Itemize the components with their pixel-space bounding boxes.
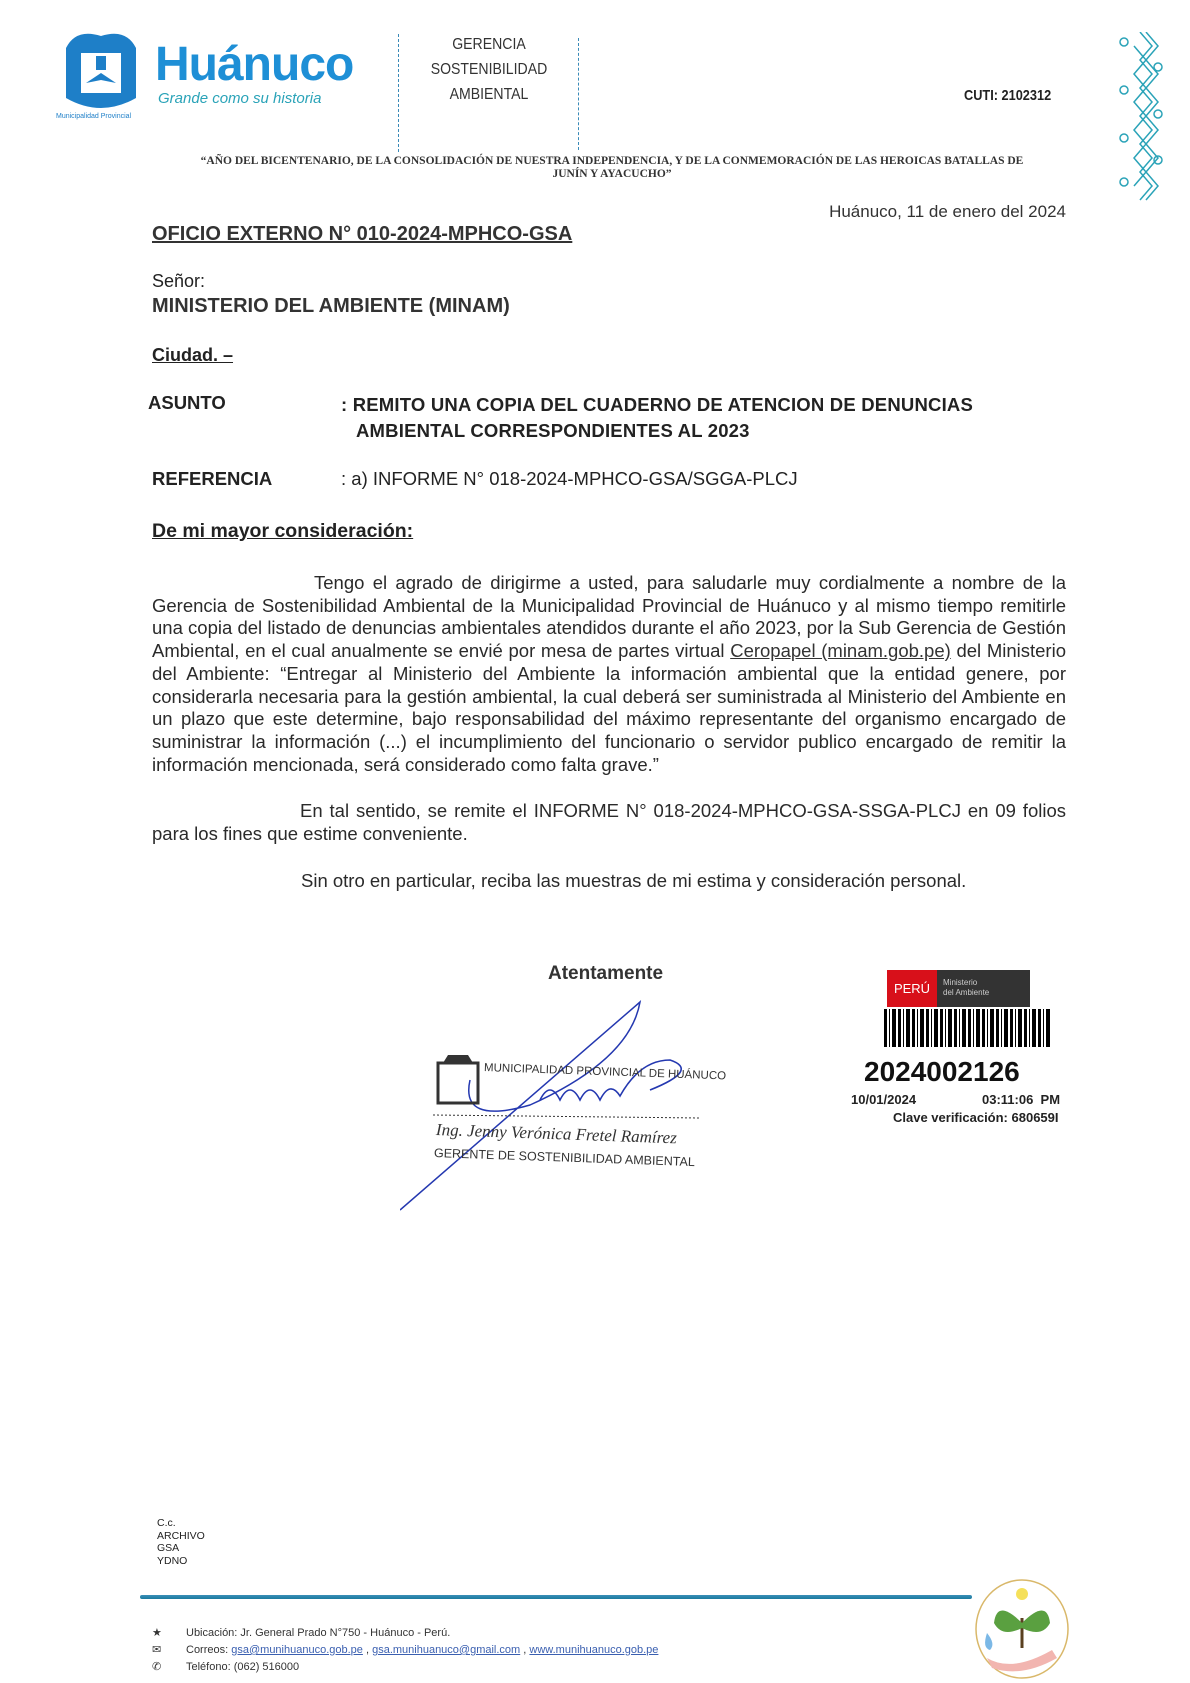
recipient: MINISTERIO DEL AMBIENTE (MINAM)	[152, 295, 510, 317]
footer-emails: Correos: gsa@munihuanuco.gob.pe , gsa.munihuanuco@gmail.com , www.munihuanuco.gob.pe	[186, 1644, 659, 1656]
cc-item: YDNO	[157, 1554, 188, 1567]
verification-code: Clave verificación: 680659I	[893, 1110, 1059, 1125]
footer-divider	[140, 1595, 972, 1599]
salutation: Señor:	[152, 271, 206, 291]
city	[152, 345, 233, 366]
subject-label: ASUNTO	[148, 392, 226, 413]
decorative-zigzag-icon	[1118, 32, 1166, 202]
year-motto	[150, 155, 1074, 181]
ministry-line: del Ambiente	[943, 988, 990, 997]
cc-list	[157, 1517, 205, 1567]
mail-icon: ✉	[152, 1644, 162, 1656]
paragraph-text: Tengo el agrado de dirigirme a usted, para saludarle muy cordialmente a nombre de la Gerencia de Sostenibilidad Ambiental de la Municipalidad Provincial de Huánuco y al mismo tiempo remitirle una copia del listado de denuncias ambientales atendidos durante el año 2023, por la Sub Gerencia de Gestión Ambiental, en el cual anualmente se envié por mesa de partes virtual	[152, 572, 1066, 662]
subject-line: : REMITO UNA COPIA DEL CUADERNO DE ATENCION DE DENUNCIAS	[341, 394, 974, 415]
signature-stamp-text: MUNICIPALIDAD PROVINCIAL DE HUÁNUCO	[483, 1062, 727, 1083]
letter-date: Huánuco, 11 de enero del 2024	[829, 202, 1066, 221]
motto-line: JUNÍN Y AYACUCHO”	[552, 168, 672, 180]
cc-item: GSA	[157, 1542, 180, 1554]
minam-logo	[887, 970, 1030, 1007]
handwritten-signature-icon	[400, 1000, 740, 1215]
ministry-label	[937, 970, 1030, 1007]
department-line: GERENCIA	[452, 36, 526, 53]
signer-position: GERENTE DE SOSTENIBILIDAD AMBIENTAL	[433, 1146, 696, 1170]
email-link[interactable]: gsa.munihuanuco@gmail.com	[372, 1644, 521, 1656]
reception-date: 10/01/2024	[851, 1092, 917, 1107]
body-paragraph-3: Sin otro en particular, reciba las muestras de mi estima y consideración personal.	[301, 869, 967, 891]
municipal-crest-icon	[56, 28, 146, 113]
body-paragraph-2: En tal sentido, se remite el INFORME N° 018-2024-MPHCO-GSA-SSGA-PLCJ en 09 folios para los fines que estime conveniente.	[152, 800, 1066, 845]
department-name	[415, 32, 563, 107]
ceropapel-link[interactable]: Ceropapel (minam.gob.pe)	[730, 640, 951, 662]
motto-line: “AÑO DEL BICENTENARIO, DE LA CONSOLIDACIÓN DE NUESTRA INDEPENDENCIA, Y DE LA CONMEMORACIÓN DE LAS HEROICAS BATALLAS DE	[200, 155, 1024, 167]
brand-logo: Huánuco	[155, 38, 354, 91]
phone-icon: ✆	[152, 1661, 162, 1673]
letter-body	[152, 572, 1066, 892]
city-text: Ciudad. –	[152, 345, 234, 365]
barcode	[884, 1009, 1052, 1047]
subject-line: AMBIENTAL CORRESPONDIENTES AL 2023	[356, 420, 750, 441]
cc-item: ARCHIVO	[157, 1529, 205, 1542]
crest-caption: Municipalidad Provincial	[56, 113, 132, 120]
eco-plant-logo-icon	[972, 1578, 1072, 1680]
cc-item: C.c.	[157, 1517, 176, 1529]
brand-tagline: Grande como su historia	[158, 90, 322, 107]
subject-text	[341, 392, 973, 444]
reference-label: REFERENCIA	[152, 468, 273, 489]
divider	[578, 38, 579, 150]
cuti-number: CUTI: 2102312	[964, 87, 1052, 104]
body-paragraph-1	[152, 572, 1066, 776]
footer-location: Ubicación: Jr. General Prado N°750 - Huánuco - Perú.	[186, 1627, 451, 1639]
reception-number: 2024002126	[864, 1056, 1020, 1087]
reference-text: : a) INFORME N° 018-2024-MPHCO-GSA/SGGA-PLCJ	[341, 468, 798, 489]
location-pin-icon: ★	[152, 1627, 162, 1639]
signer-name: Ing. Jenny Verónica Fretel Ramírez	[435, 1120, 678, 1148]
paragraph-text: del Ministerio del Ambiente: “Entregar al Ministerio del Ambiente la información ambiental que la entidad genere, por considerarla necesaria para la gestión ambiental, la cual deberá ser suministrada al Ministerio del Ambiente en un plazo que este determine, bajo responsabilidad del máximo representante del organismo encargado de suministrar la información (...) el incumplimiento del funcionario o servidor publico encargado de remitir la información mencionada, será considerado como falta grave.”	[152, 640, 1066, 775]
email-link[interactable]: gsa@munihuanuco.gob.pe	[231, 1644, 363, 1656]
letter-title: OFICIO EXTERNO N° 010-2024-MPHCO-GSA	[152, 223, 573, 245]
website-link[interactable]: www.munihuanuco.gob.pe	[529, 1644, 659, 1656]
greeting: De mi mayor consideración:	[152, 520, 414, 542]
department-line: SOSTENIBILIDAD	[430, 61, 548, 78]
closing: Atentamente	[548, 963, 664, 984]
department-line: AMBIENTAL	[449, 86, 529, 103]
emails-label: Correos:	[186, 1644, 232, 1656]
reception-time: 03:11:06 PM	[982, 1092, 1061, 1107]
divider	[398, 34, 399, 152]
footer-phone: Teléfono: (062) 516000	[186, 1661, 300, 1673]
ministry-line: Ministerio	[943, 978, 978, 987]
peru-label: PERÚ	[887, 970, 937, 1007]
